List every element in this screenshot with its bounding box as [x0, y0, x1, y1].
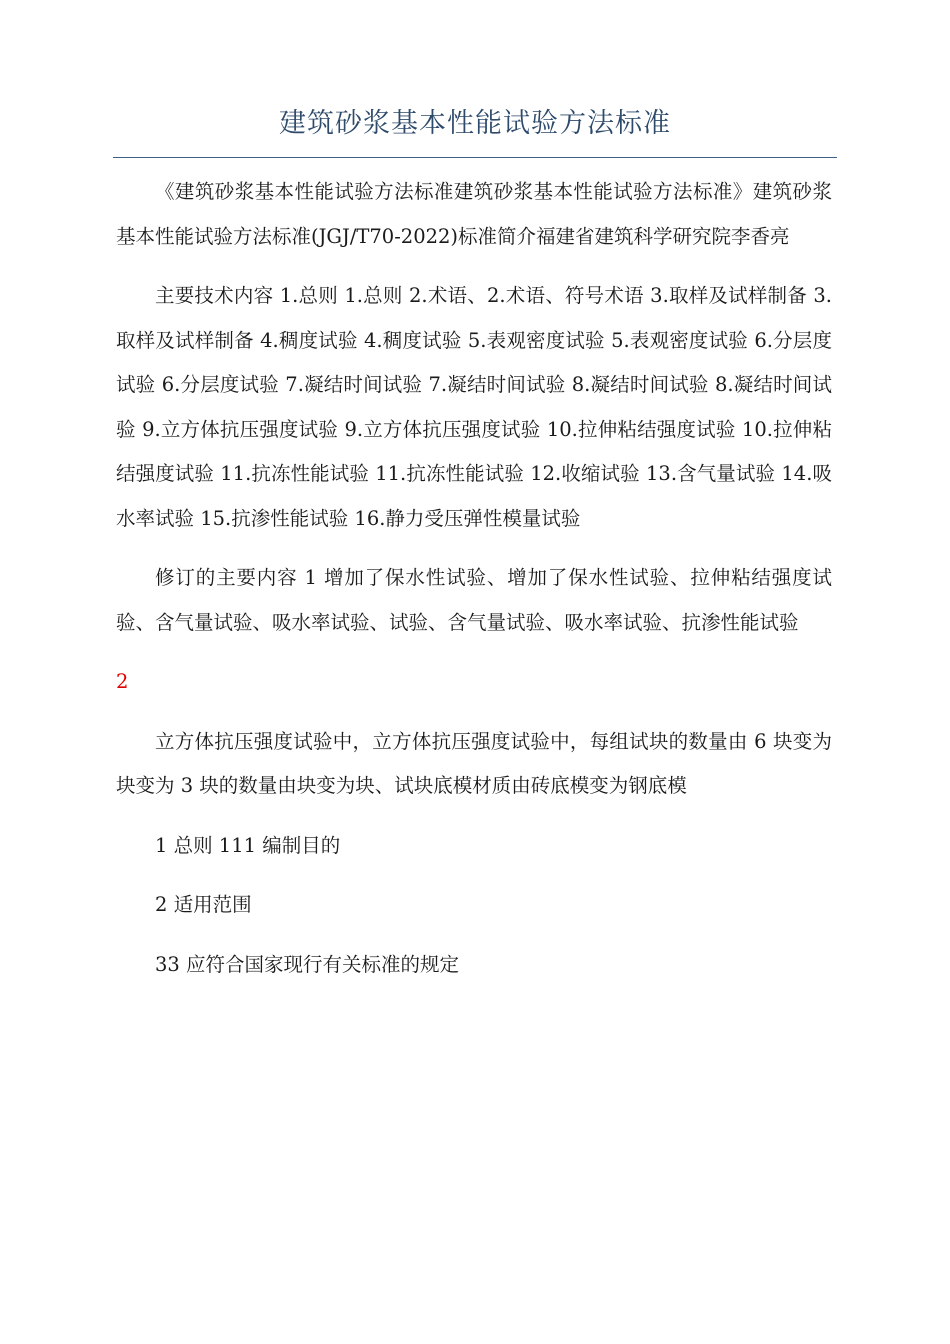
- intro-paragraph: 《建筑砂浆基本性能试验方法标准建筑砂浆基本性能试验方法标准》建筑砂浆基本性能试验方法标准(JGJ/T70-2022)标准简介福建省建筑科学研究院李香亮: [116, 180, 832, 248]
- cube-test-paragraph: 立方体抗压强度试验中，立方体抗压强度试验中，每组试块的数量由 6 块变为块变为 3 块的数量由块变为块、试块底模材质由砖底模变为钢底模: [116, 729, 832, 797]
- revision-paragraph: 修订的主要内容 1 增加了保水性试验、增加了保水性试验、拉伸粘结强度试验、含气量试验、吸水率试验、试验、含气量试验、吸水率试验、抗渗性能试验: [116, 566, 832, 634]
- title-divider: [113, 157, 837, 158]
- main-content-paragraph: 主要技术内容 1.总则 1.总则 2.术语、2.术语、符号术语 3.取样及试样制备 3.取样及试样制备 4.稠度试验 4.稠度试验 5.表观密度试验 5.表观密度试验 6.分层度试验 6.分层度试验 7.凝结时间试验 7.凝结时间试验 8.凝结时间试验 8.凝结时间试验 9.立方体抗压强度试验 9.立方体抗压强度试验 10.拉伸粘结强度试验 10.拉伸粘结强度试验 11.抗冻性能试验 11.抗冻性能试验 12.收缩试验 13.含气量试验 14.吸水率试验 15.抗渗性能试验 16.静力受压弹性模量试验: [116, 284, 832, 530]
- list-item-general: 1 总则 111 编制目的: [155, 833, 341, 857]
- list-item-scope: 2 适用范围: [155, 893, 252, 916]
- document-body: [116, 170, 832, 987]
- list-item-standards: 33 应符合国家现行有关标准的规定: [155, 952, 460, 976]
- page-number: 2: [116, 670, 129, 693]
- document-title: 建筑砂浆基本性能试验方法标准: [279, 108, 671, 139]
